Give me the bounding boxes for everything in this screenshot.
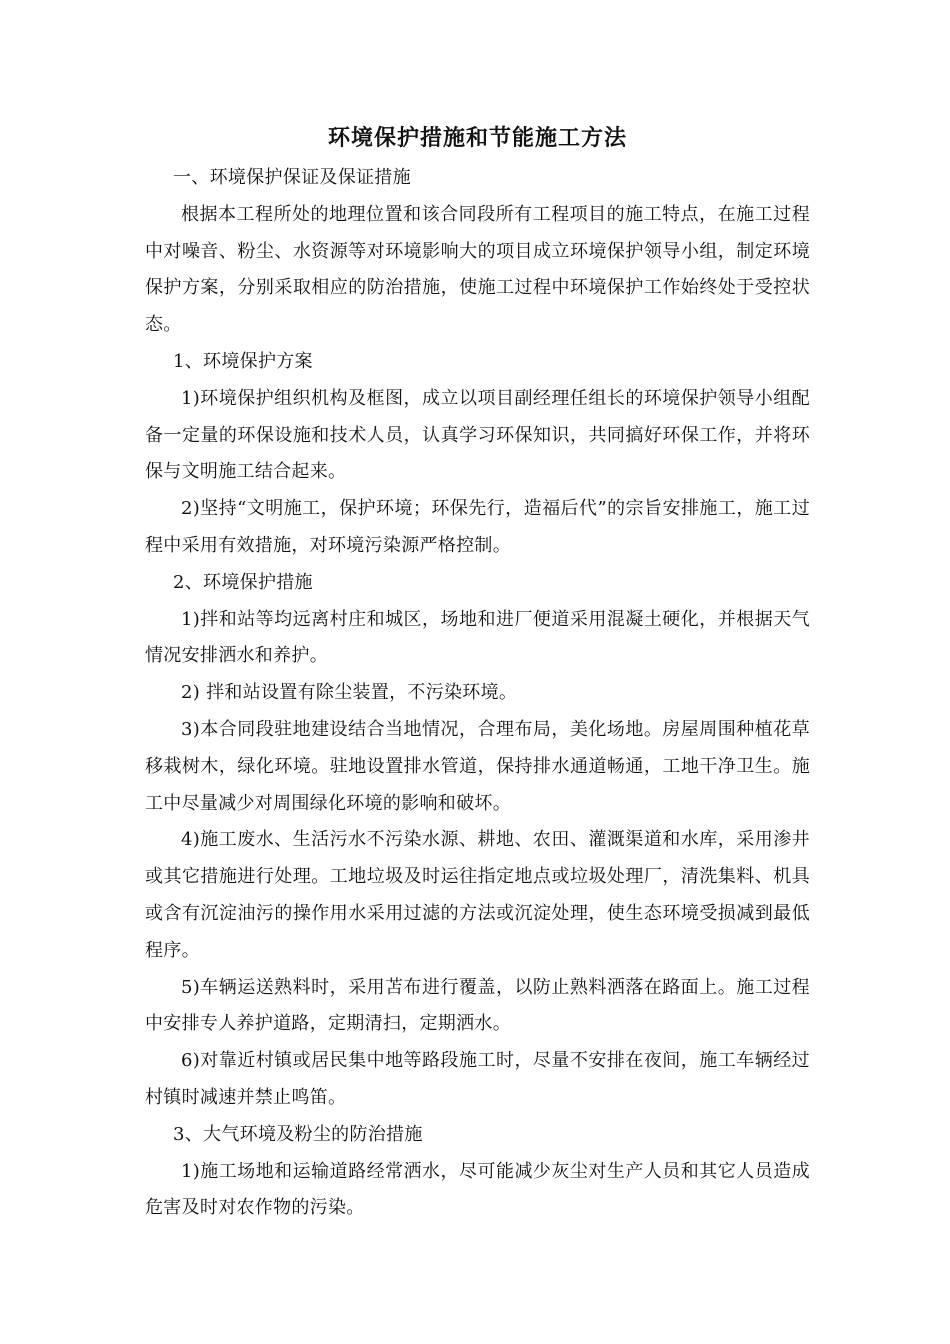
- intro-paragraph: 根据本工程所处的地理位置和该合同段所有工程项目的施工特点，在施工过程中对噪音、粉尘、水资源等对环境影响大的项目成立环境保护领导小组，制定环境保护方案，分别采取相应的防治措施，使施工过程中环境保护工作始终处于受控状态。: [145, 203, 810, 336]
- measure-item-6: 6)对靠近村镇或居民集中地等路段施工时，尽量不安排在夜间，施工车辆经过村镇时减速并禁止鸣笛。: [145, 1050, 810, 1108]
- plan-item-1: 1)环境保护组织机构及框图，成立以项目副经理任组长的环境保护领导小组配备一定量的环保设施和技术人员，认真学习环保知识，共同搞好环保工作，并将环保与文明施工结合起来。: [145, 387, 810, 483]
- measure-item-1: 1)拌和站等均远离村庄和城区，场地和进厂便道采用混凝土硬化，并根据天气情况安排洒水和养护。: [145, 608, 810, 667]
- document-title: 环境保护措施和节能施工方法: [327, 125, 627, 151]
- measure-item-4: 4)施工废水、生活污水不污染水源、耕地、农田、灌溉渠道和水库，采用渗井或其它措施进行处理。工地垃圾及时运往指定地点或垃圾处理厂，清洗集料、机具或含有沉淀油污的操作用水采用过滤的方法或沉淀处理，使生态环境受损减到最低程序。: [145, 829, 810, 961]
- measure-item-3: 3)本合同段驻地建设结合当地情况，合理布局，美化场地。房屋周围种植花草移栽树木，绿化环境。驻地设置排水管道，保持排水通道畅通，工地干净卫生。施工中尽量减少对周围绿化环境的影响和破坏。: [145, 718, 810, 814]
- section-heading-environmental-protection: 一、环境保护保证及保证措施: [173, 167, 411, 188]
- document-page: [145, 118, 810, 1227]
- plan-item-2: 2)坚持“文明施工，保护环境；环保先行，造福后代”的宗旨安排施工，施工过程中采用有效措施，对环境污染源严格控制。: [145, 498, 810, 556]
- air-measure-item-1: 1)施工场地和运输道路经常洒水，尽可能减少灰尘对生产人员和其它人员造成危害及时对农作物的污染。: [145, 1160, 810, 1219]
- measure-item-5: 5)车辆运送熟料时，采用苫布进行覆盖，以防止熟料洒落在路面上。施工过程中安排专人养护道路，定期清扫，定期洒水。: [145, 976, 810, 1035]
- subsection-heading-protection-plan: 1、环境保护方案: [173, 350, 313, 372]
- subsection-heading-air-dust-measures: 3、大气环境及粉尘的防治措施: [173, 1123, 423, 1145]
- measure-item-2: 2) 拌和站设置有除尘装置，不污染环境。: [181, 682, 518, 704]
- subsection-heading-protection-measures: 2、环境保护措施: [173, 571, 313, 593]
